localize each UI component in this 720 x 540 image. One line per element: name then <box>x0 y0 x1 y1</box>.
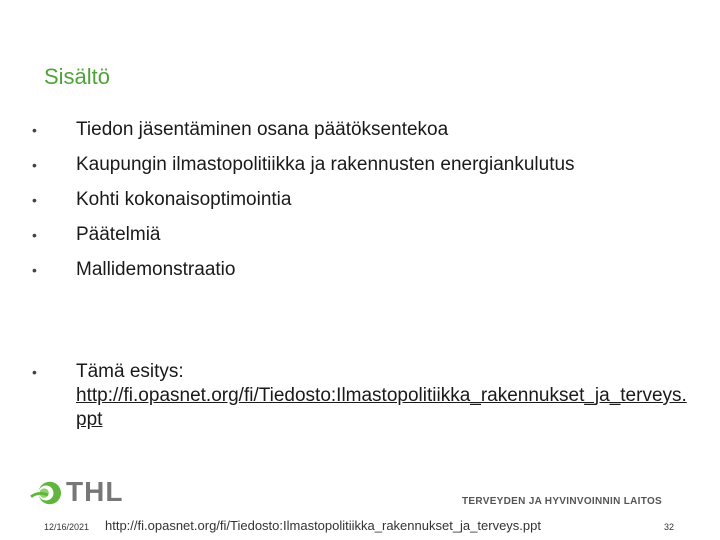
bullet-text: Mallidemonstraatio <box>76 259 236 280</box>
bullet-item <box>30 360 690 432</box>
thl-logo-icon <box>28 478 64 508</box>
footer-url: http://fi.opasnet.org/fi/Tiedosto:Ilmastopolitiikka_rakennukset_ja_terveys.ppt <box>105 518 541 533</box>
footer-date: 12/16/2021 <box>44 522 90 532</box>
bullet-symbol: • <box>32 122 37 138</box>
presentation-label: Tämä esitys: <box>76 361 184 382</box>
bullet-symbol: • <box>32 192 37 208</box>
bullet-item <box>30 153 690 188</box>
bullet-symbol: • <box>32 364 37 380</box>
bullet-text: Tiedon jäsentäminen osana päätöksentekoa <box>76 119 449 140</box>
bullet-symbol: • <box>32 227 37 243</box>
bullet-item <box>30 258 690 293</box>
bullet-item <box>30 223 690 258</box>
presentation-link-block <box>30 360 690 432</box>
page-number: 32 <box>664 522 675 532</box>
bullet-item <box>30 118 690 153</box>
logo-text: THL <box>66 476 124 507</box>
presentation-link[interactable]: http://fi.opasnet.org/fi/Tiedosto:Ilmastopolitiikka_rakennukset_ja_terveys.ppt <box>76 385 687 430</box>
bullet-text: Kohti kokonaisoptimointia <box>76 189 292 210</box>
slide-title: Sisältö <box>44 64 111 89</box>
bullet-text: Kaupungin ilmastopolitiikka ja rakennusten energiankulutus <box>76 154 575 175</box>
bullet-symbol: • <box>32 157 37 173</box>
organization-name: TERVEYDEN JA HYVINVOINNIN LAITOS <box>462 496 663 507</box>
bullet-symbol: • <box>32 262 37 278</box>
bullet-text: Päätelmiä <box>76 224 161 245</box>
bullet-list <box>30 118 690 293</box>
bullet-item <box>30 188 690 223</box>
